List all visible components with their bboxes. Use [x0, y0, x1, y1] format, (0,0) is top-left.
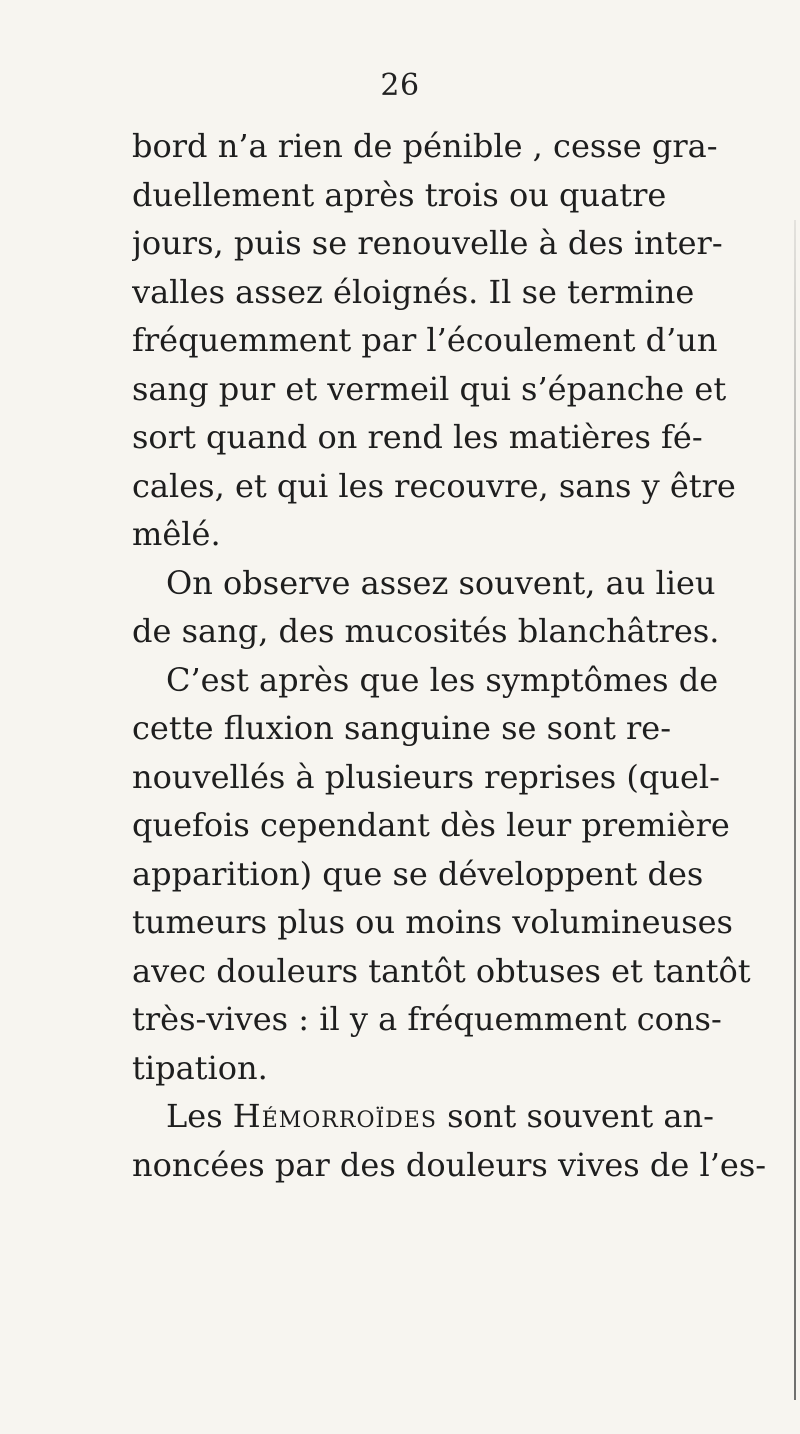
page-edge-shadow — [794, 220, 796, 1400]
text-line: tipation. — [132, 1048, 268, 1087]
text-line: sang pur et vermeil qui s’épanche et — [132, 369, 727, 408]
page-number: 26 — [380, 68, 420, 103]
text-line: duellement après trois ou quatre — [132, 175, 667, 214]
text-line: noncées par des douleurs vives de l’es- — [132, 1145, 767, 1184]
text-line: cales, et qui les recouvre, sans y être — [132, 466, 736, 505]
paragraph-start: C’est après que les symptômes de — [166, 660, 719, 699]
paragraph-start-hemorrhoids — [132, 1092, 782, 1141]
text-line: tumeurs plus ou moins volumineuses — [132, 903, 733, 941]
text-line: fréquemment par l’écoulement d’un — [132, 321, 718, 359]
text-line: cette fluxion sanguine se sont re- — [132, 709, 672, 747]
text-line: valles assez éloignés. Il se termine — [132, 272, 695, 311]
text-fragment: Les — [166, 1097, 233, 1135]
text-line: avec douleurs tantôt obtuses et tantôt — [132, 951, 751, 990]
text-line: sort quand on rend les matières fé- — [132, 418, 703, 456]
text-fragment: sont souvent an- — [436, 1097, 714, 1135]
text-line: apparition) que se développent des — [132, 854, 704, 893]
body-text — [132, 122, 782, 1189]
paragraph-start: On observe assez souvent, au lieu — [166, 563, 716, 602]
text-line: nouvellés à plusieurs reprises (quel- — [132, 757, 720, 796]
text-line: mêlé. — [132, 515, 221, 553]
text-line: jours, puis se renouvelle à des inter- — [132, 224, 723, 262]
small-caps-term: Hémorroïdes — [232, 1097, 437, 1135]
text-line: bord n’a rien de pénible , cesse gra- — [132, 127, 718, 165]
text-line: de sang, des mucosités blanchâtres. — [132, 612, 720, 650]
text-line: très-vives : il y a fréquemment cons- — [132, 1000, 722, 1038]
text-line: quefois cependant dès leur première — [132, 806, 730, 844]
